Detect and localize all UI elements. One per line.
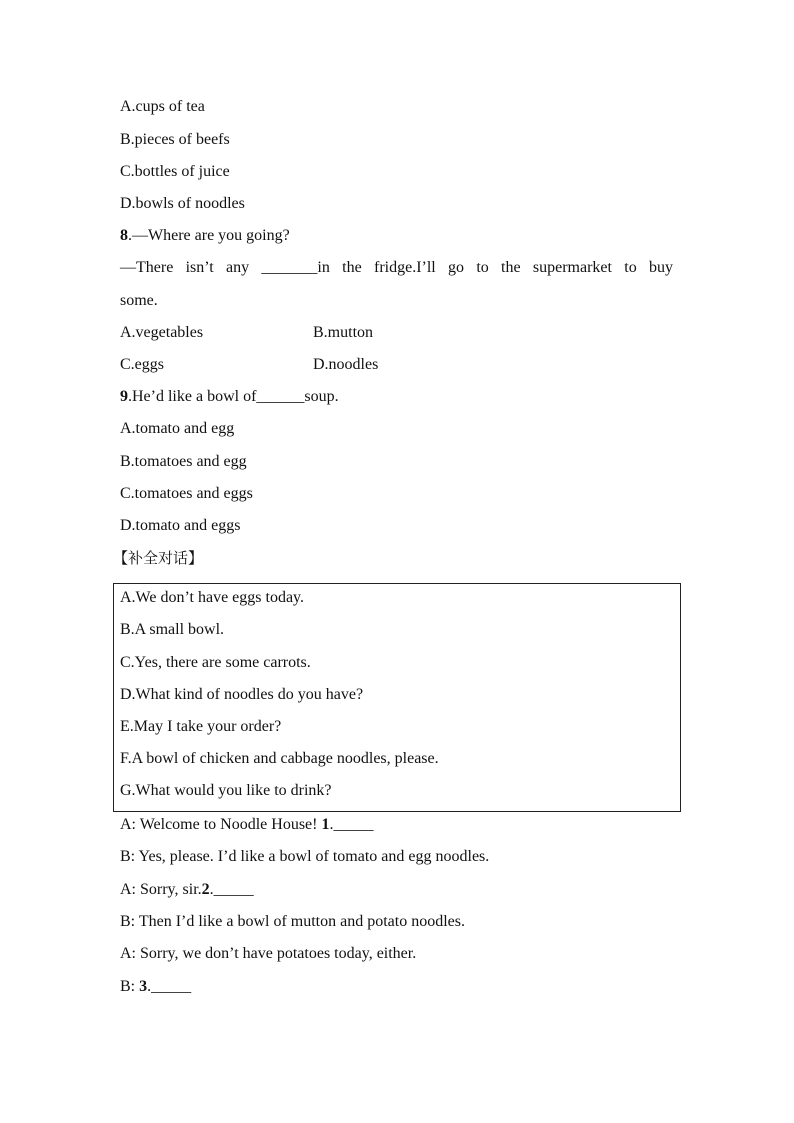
blank-number: 3 — [139, 978, 148, 995]
box-option-e: E.May I take your order? — [120, 718, 282, 735]
dialogue-line — [120, 815, 373, 835]
q8-option-a: A.vegetables — [120, 324, 204, 341]
q9-prompt — [120, 387, 339, 407]
box-option-g: G.What would you like to drink? — [120, 782, 332, 799]
q8-line3: some. — [120, 292, 158, 309]
q9-prompt-text: .He’d like a bowl of______soup. — [128, 388, 339, 405]
dialogue-text: A: Sorry, we don’t have potatoes today, either. — [120, 945, 417, 962]
answer-blank: ._____ — [209, 881, 254, 898]
dialogue-line — [120, 880, 254, 900]
box-option-f: F.A bowl of chicken and cabbage noodles, please. — [120, 750, 439, 767]
q9-option-a: A.tomato and egg — [120, 420, 235, 437]
q9-option-d: D.tomato and eggs — [120, 517, 241, 534]
dialogue-line — [120, 977, 191, 997]
dialogue-line — [120, 847, 489, 867]
q7-option-b: B.pieces of beefs — [120, 131, 230, 148]
blank-number: 2 — [201, 881, 210, 898]
q9-option-c: C.tomatoes and eggs — [120, 485, 253, 502]
q9-option-b: B.tomatoes and egg — [120, 453, 247, 470]
answer-blank: ._____ — [147, 978, 192, 995]
q8-line2: —There isn’t any _______in the fridge.I’ll go to the supermarket to buy — [120, 259, 673, 276]
box-option-b: B.A small bowl. — [120, 621, 225, 638]
dialogue-text: A: Welcome to Noodle House! — [120, 816, 322, 833]
q8-option-d: D.noodles — [313, 356, 379, 373]
answer-blank: ._____ — [329, 816, 374, 833]
q8-number: 8 — [120, 227, 128, 244]
dialogue-options-box — [113, 583, 681, 812]
q7-option-a: A.cups of tea — [120, 98, 205, 115]
q9-number: 9 — [120, 388, 128, 405]
dialogue-line — [120, 912, 465, 932]
q7-option-c: C.bottles of juice — [120, 163, 230, 180]
q8-prompt — [120, 226, 290, 246]
q8-option-b: B.mutton — [313, 324, 374, 341]
box-option-a: A.We don’t have eggs today. — [120, 589, 304, 606]
blank-number: 1 — [321, 816, 330, 833]
q7-option-d: D.bowls of noodles — [120, 195, 245, 212]
dialogue-text: B: — [120, 978, 140, 995]
box-option-d: D.What kind of noodles do you have? — [120, 686, 364, 703]
q8-option-c: C.eggs — [120, 356, 164, 373]
section-heading: 【补全对话】 — [113, 549, 204, 567]
dialogue-text: B: Yes, please. I’d like a bowl of tomato and egg noodles. — [120, 848, 490, 865]
q8-prompt-text: .—Where are you going? — [128, 227, 290, 244]
dialogue-line — [120, 944, 416, 964]
box-option-c: C.Yes, there are some carrots. — [120, 654, 311, 671]
dialogue-text: B: Then I’d like a bowl of mutton and potato noodles. — [120, 913, 465, 930]
dialogue-text: A: Sorry, sir. — [120, 881, 202, 898]
